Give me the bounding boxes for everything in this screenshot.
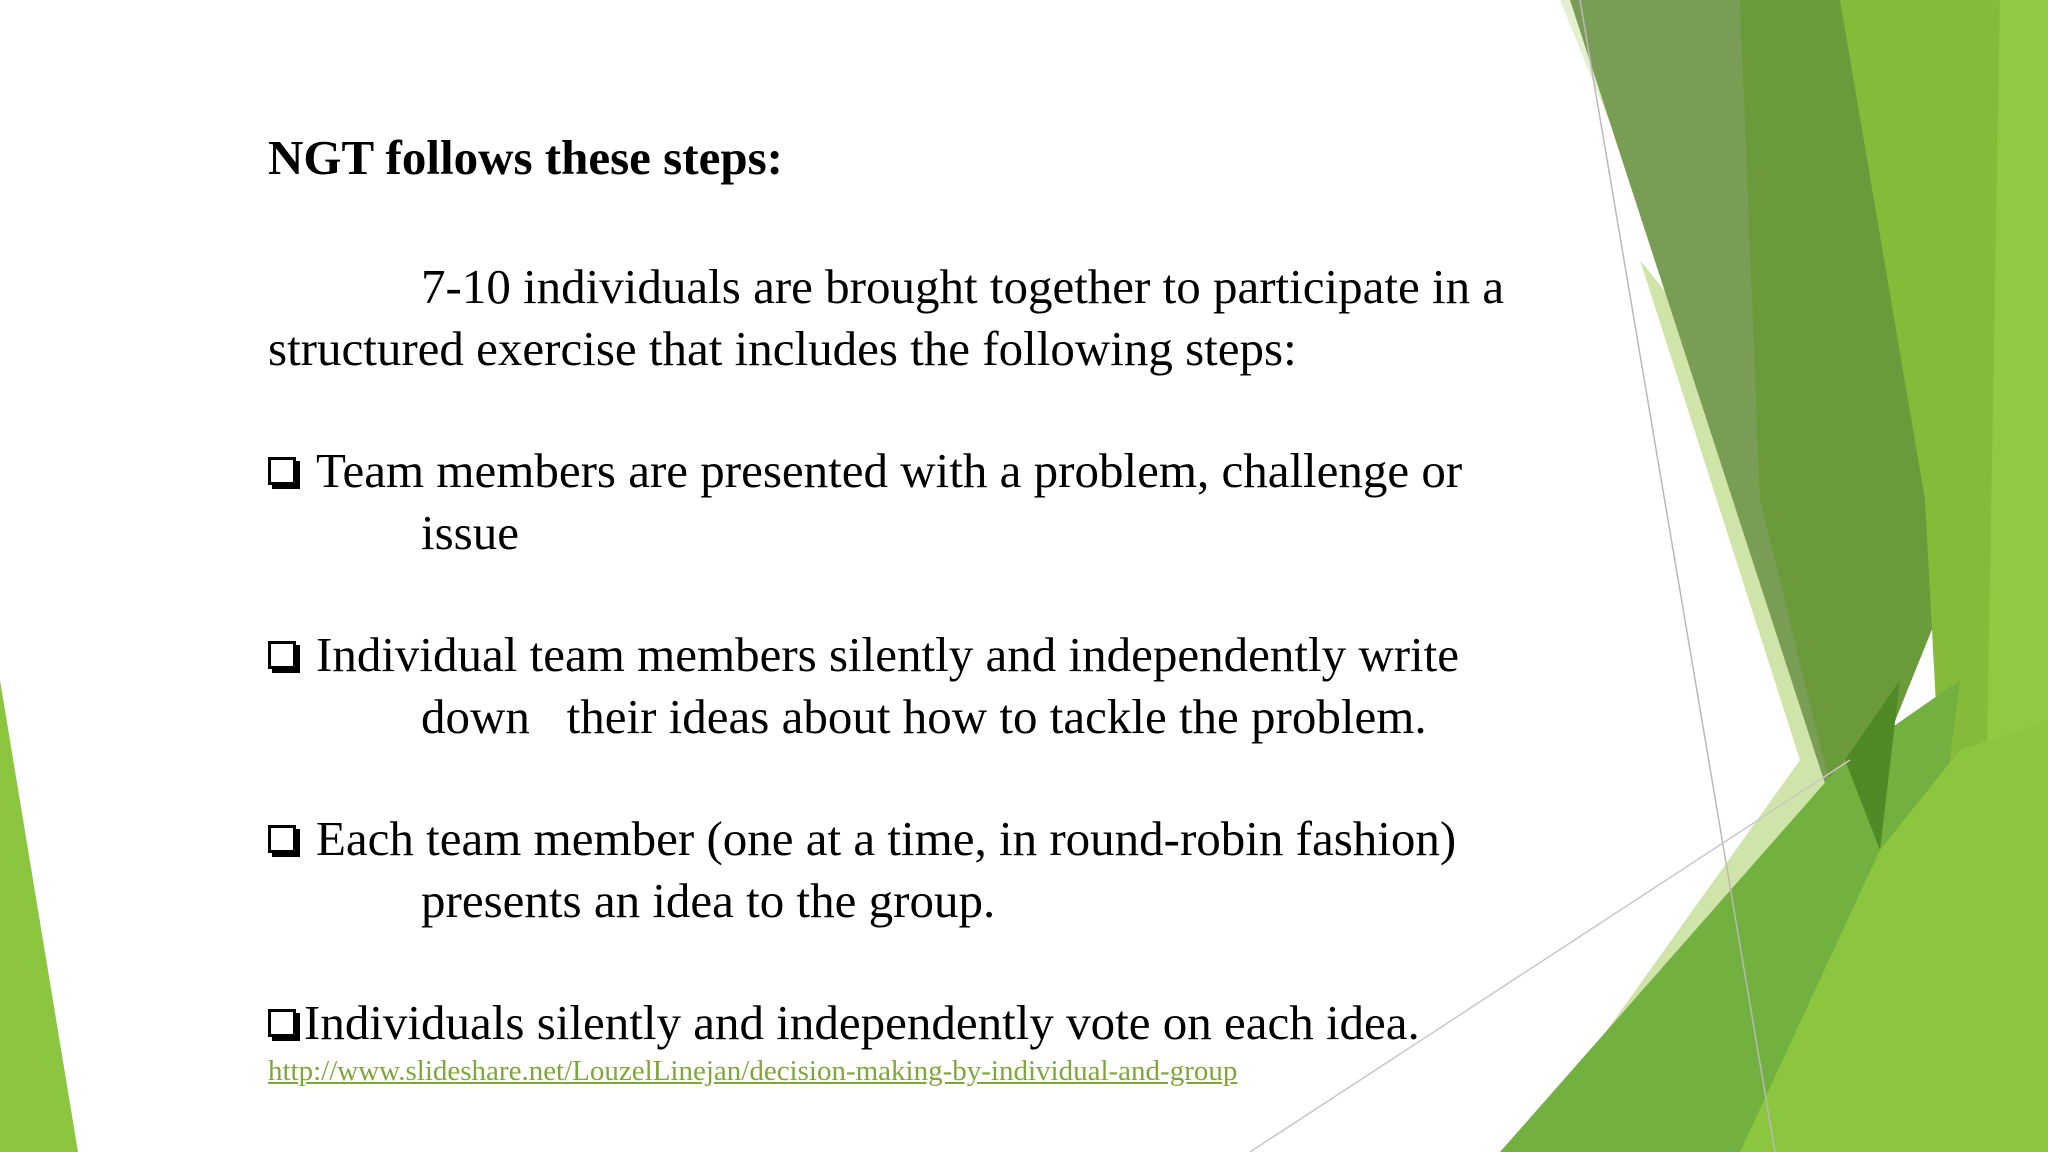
bullet-3-line-2: presents an idea to the group. (421, 873, 996, 928)
checkbox-bullet-icon (268, 457, 296, 485)
bullet-3-line-1: Each team member (one at a time, in round-robin fashion) (316, 811, 1457, 866)
source-link[interactable]: http://www.slideshare.net/LouzelLinejan/decision-making-by-individual-and-group (268, 1055, 1238, 1087)
bullet-1-line-2: issue (421, 505, 519, 560)
slide-content (268, 0, 1608, 1152)
intro-paragraph (268, 256, 1504, 380)
bullet-item-1 (268, 440, 1462, 564)
bullet-1-line-1: Team members are presented with a problem, challenge or (316, 443, 1463, 498)
bullet-item-2 (268, 624, 1459, 748)
bullet-2-line-1: Individual team members silently and independently write (316, 627, 1460, 682)
left-green-facet (0, 680, 78, 1152)
bullet-item-4 (268, 992, 1420, 1054)
intro-line-2: structured exercise that includes the following steps: (268, 321, 1297, 376)
checkbox-bullet-icon (268, 1009, 296, 1037)
slide-title: NGT follows these steps: (268, 130, 783, 185)
bullet-2-line-2: down their ideas about how to tackle the problem. (421, 689, 1427, 744)
bullet-4-line-1: Individuals silently and independently vote on each idea. (304, 995, 1420, 1050)
checkbox-bullet-icon (268, 641, 296, 669)
checkbox-bullet-icon (268, 825, 296, 853)
bullet-item-3 (268, 808, 1456, 932)
intro-line-1: 7-10 individuals are brought together to participate in a (421, 259, 1505, 314)
